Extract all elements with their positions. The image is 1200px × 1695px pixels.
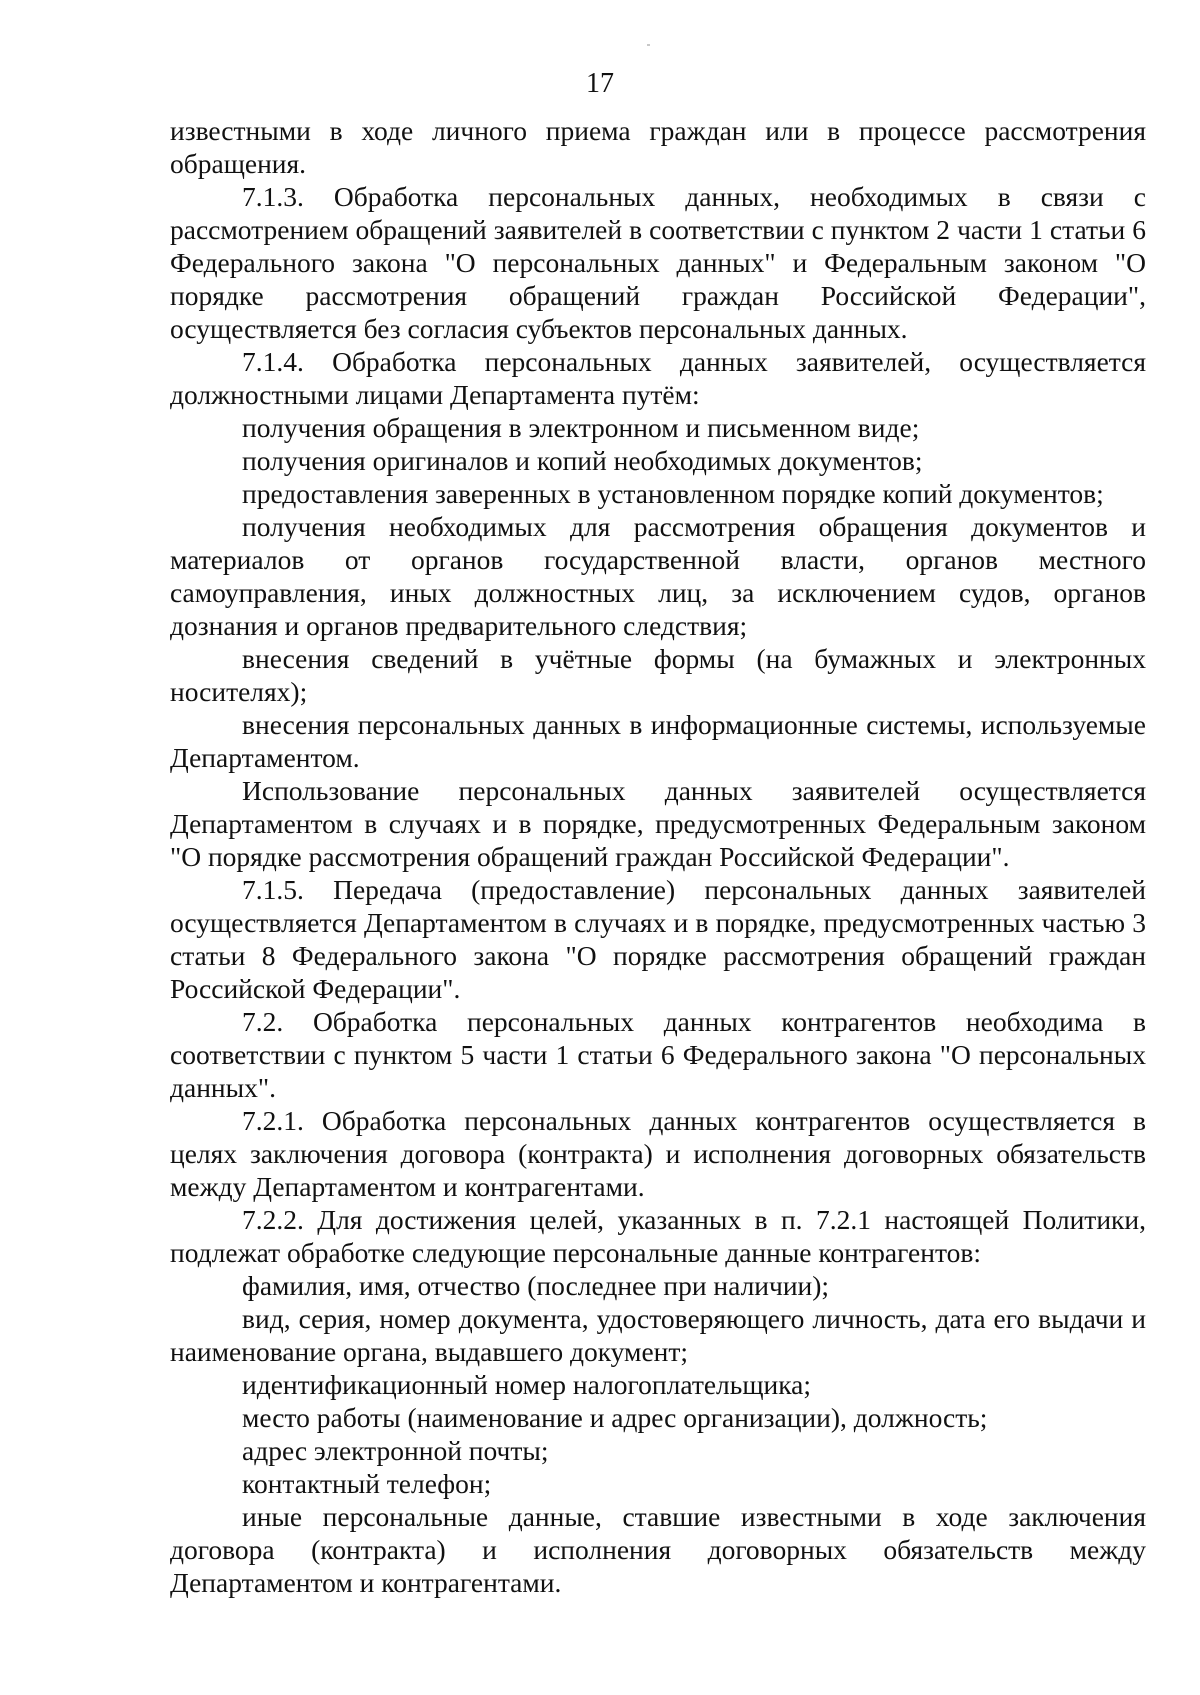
list-item: внесения сведений в учётные формы (на бумажных и электронных носителях); [170,643,1146,707]
list-item: иные персональные данные, ставшие известными в ходе заключения договора (контракта) и исполнения договорных обязательств между Департаментом и контрагентами. [170,1501,1146,1598]
list-item: идентификационный номер налогоплательщика; [242,1369,812,1400]
list-item: получения обращения в электронном и письменном виде; [242,412,920,443]
list-item: контактный телефон; [242,1468,492,1499]
paragraph-7-1-5: 7.1.5. Передача (предоставление) персональных данных заявителей осуществляется Департаментом в случаях и в порядке, предусмотренных частью 3 статьи 8 Федерального закона "О порядке рассмотрения обращений граждан Российской Федерации". [170,874,1146,1004]
list-item: фамилия, имя, отчество (последнее при наличии); [242,1270,830,1301]
list-item: получения необходимых для рассмотрения обращения документов и материалов от органов государственной власти, органов местного самоуправления, иных должностных лиц, за исключением судов, органов дознания и органов предварительного следствия; [170,511,1146,641]
document-body [170,114,1146,1599]
list-item: получения оригиналов и копий необходимых документов; [242,445,923,476]
paragraph-usage: Использование персональных данных заявителей осуществляется Департаментом в случаях и в порядке, предусмотренных Федеральным законом "О порядке рассмотрения обращений граждан Российской Федерации". [170,775,1146,872]
page-number: 17 [586,68,614,99]
paragraph-7-2: 7.2. Обработка персональных данных контрагентов необходима в соответствии с пунктом 5 части 1 статьи 6 Федерального закона "О персональных данных". [170,1006,1146,1103]
paragraph-7-2-1: 7.2.1. Обработка персональных данных контрагентов осуществляется в целях заключения договора (контракта) и исполнения договорных обязательств между Департаментом и контрагентами. [170,1105,1146,1202]
list-item: адрес электронной почты; [242,1435,549,1466]
paragraph-7-2-2: 7.2.2. Для достижения целей, указанных в п. 7.2.1 настоящей Политики, подлежат обработке следующие персональные данные контрагентов: [170,1204,1146,1268]
scan-artifact [647,44,650,46]
list-item: предоставления заверенных в установленном порядке копий документов; [242,478,1104,509]
list-item: вид, серия, номер документа, удостоверяющего личность, дата его выдачи и наименование органа, выдавшего документ; [170,1303,1146,1367]
paragraph-7-1-3: 7.1.3. Обработка персональных данных, необходимых в связи с рассмотрением обращений заявителей в соответствии с пунктом 2 части 1 статьи 6 Федерального закона "О персональных данных" и Федеральным законом "О порядке рассмотрения обращений граждан Российской Федерации", осуществляется без согласия субъектов персональных данных. [170,181,1146,344]
list-item: внесения персональных данных в информационные системы, используемые Департаментом. [170,709,1146,773]
paragraph-continuation: известными в ходе личного приема граждан или в процессе рассмотрения обращения. [170,115,1146,179]
paragraph-7-1-4: 7.1.4. Обработка персональных данных заявителей, осуществляется должностными лицами Департамента путём: [170,346,1146,410]
list-item: место работы (наименование и адрес организации), должность; [242,1402,988,1433]
